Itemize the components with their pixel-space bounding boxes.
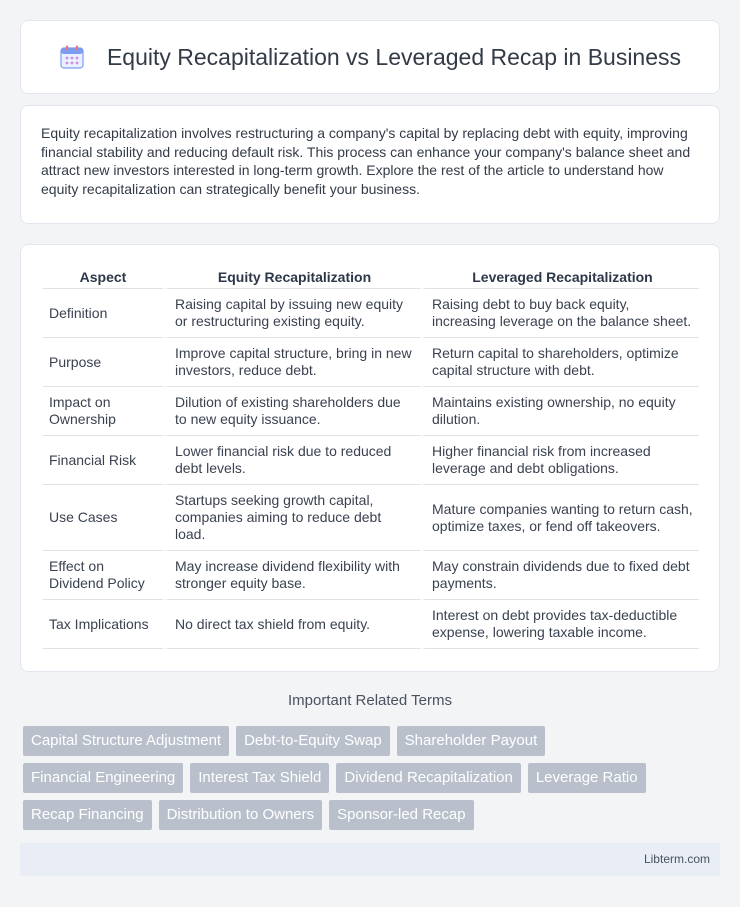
table-header-leveraged: Leveraged Recapitalization <box>420 265 699 289</box>
related-term-tag[interactable]: Capital Structure Adjustment <box>23 726 229 756</box>
table-row <box>43 551 699 600</box>
comparison-table <box>43 265 699 649</box>
calendar-icon <box>59 44 85 70</box>
intro-card <box>20 105 720 224</box>
table-header-row <box>43 265 699 289</box>
aspect-cell: Financial Risk <box>43 436 163 485</box>
comparison-table-card <box>20 244 720 672</box>
aspect-cell: Tax Implications <box>43 600 163 649</box>
equity-cell: Improve capital structure, bring in new investors, reduce debt. <box>163 338 420 387</box>
tag-row <box>23 763 723 793</box>
aspect-cell: Definition <box>43 289 163 338</box>
intro-text: Equity recapitalization involves restructuring a company's capital by replacing debt with equity, improving financial stability and reducing default risk. This process can enhance your company's balance sheet and attract new investors interested in long-term growth. Explore the rest of the article to understand how equity recapitalization can strategically benefit your business. <box>41 125 691 197</box>
table-header-equity: Equity Recapitalization <box>163 265 420 289</box>
related-term-tag[interactable]: Sponsor-led Recap <box>329 800 473 830</box>
related-term-tag[interactable]: Distribution to Owners <box>159 800 323 830</box>
equity-cell: Raising capital by issuing new equity or restructuring existing equity. <box>163 289 420 338</box>
footer <box>20 843 720 876</box>
table-row <box>43 338 699 387</box>
tag-row <box>23 800 723 830</box>
table-row <box>43 485 699 551</box>
related-terms-tags <box>23 726 723 837</box>
table-row <box>43 436 699 485</box>
table-header-aspect: Aspect <box>43 265 163 289</box>
leveraged-cell: Raising debt to buy back equity, increasing leverage on the balance sheet. <box>420 289 699 338</box>
leveraged-cell: Maintains existing ownership, no equity dilution. <box>420 387 699 436</box>
equity-cell: Dilution of existing shareholders due to new equity issuance. <box>163 387 420 436</box>
leveraged-cell: Mature companies wanting to return cash, optimize taxes, or fend off takeovers. <box>420 485 699 551</box>
equity-cell: No direct tax shield from equity. <box>163 600 420 649</box>
related-term-tag[interactable]: Leverage Ratio <box>528 763 646 793</box>
leveraged-cell: Return capital to shareholders, optimize capital structure with debt. <box>420 338 699 387</box>
aspect-cell: Effect on Dividend Policy <box>43 551 163 600</box>
table-row <box>43 289 699 338</box>
page-title: Equity Recapitalization vs Leveraged Recap in Business <box>106 43 682 70</box>
equity-cell: May increase dividend flexibility with stronger equity base. <box>163 551 420 600</box>
related-term-tag[interactable]: Recap Financing <box>23 800 152 830</box>
related-term-tag[interactable]: Dividend Recapitalization <box>336 763 520 793</box>
header-card <box>20 20 720 94</box>
related-term-tag[interactable]: Debt-to-Equity Swap <box>236 726 390 756</box>
tag-row <box>23 726 723 756</box>
leveraged-cell: May constrain dividends due to fixed debt payments. <box>420 551 699 600</box>
leveraged-cell: Interest on debt provides tax-deductible expense, lowering taxable income. <box>420 600 699 649</box>
leveraged-cell: Higher financial risk from increased leverage and debt obligations. <box>420 436 699 485</box>
related-term-tag[interactable]: Financial Engineering <box>23 763 183 793</box>
related-term-tag[interactable]: Shareholder Payout <box>397 726 546 756</box>
aspect-cell: Use Cases <box>43 485 163 551</box>
aspect-cell: Purpose <box>43 338 163 387</box>
table-row <box>43 387 699 436</box>
equity-cell: Lower financial risk due to reduced debt levels. <box>163 436 420 485</box>
related-term-tag[interactable]: Interest Tax Shield <box>190 763 329 793</box>
equity-cell: Startups seeking growth capital, companies aiming to reduce debt load. <box>163 485 420 551</box>
table-row <box>43 600 699 649</box>
related-terms-title: Important Related Terms <box>288 692 452 709</box>
aspect-cell: Impact on Ownership <box>43 387 163 436</box>
footer-brand: Libterm.com <box>643 852 710 866</box>
